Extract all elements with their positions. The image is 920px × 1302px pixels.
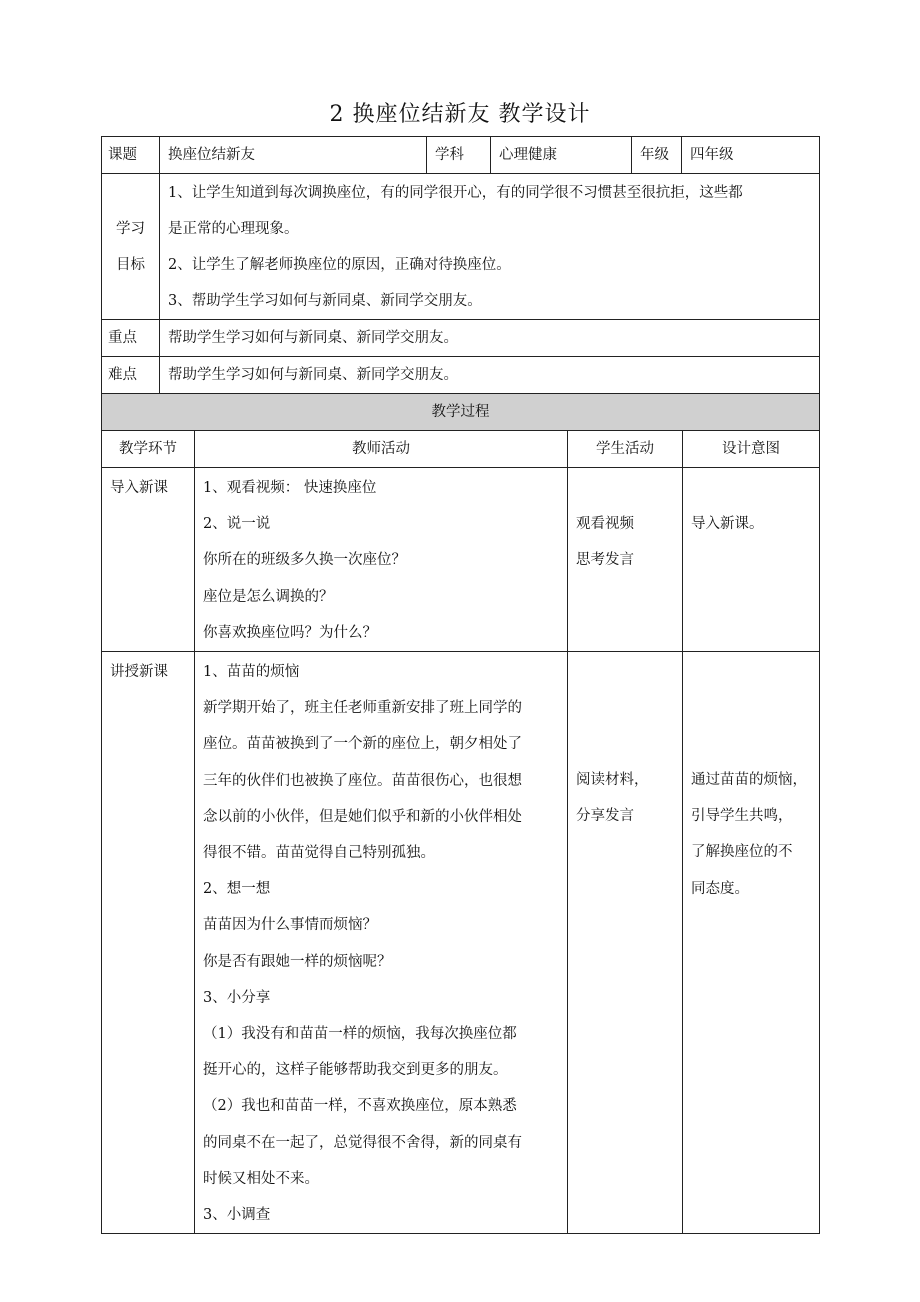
teacher-line: 得很不错。苗苗觉得自己特别孤独。: [203, 845, 435, 862]
goal-line: 1、让学生知道到每次调换座位，有的同学很开心，有的同学很不习惯甚至很抗拒，这些都: [168, 184, 743, 201]
subject-label: 学科: [427, 137, 491, 174]
stage-cell: [102, 468, 195, 652]
stage-label: 导入新课: [110, 480, 168, 496]
teacher-line: （1）我没有和苗苗一样的烦恼，我每次换座位都: [203, 1026, 517, 1043]
teacher-line: 新学期开始了，班主任老师重新安排了班上同学的: [203, 700, 522, 717]
teacher-line: 座位。苗苗被换到了一个新的座位上，朝夕相处了: [203, 736, 522, 753]
process-row-intro: [102, 468, 820, 652]
difficulty-row: [102, 357, 820, 394]
goal-line: 是正常的心理现象。: [168, 220, 299, 237]
teacher-line: 你喜欢换座位吗？为什么？: [203, 624, 377, 641]
teacher-line: 2、想一想: [203, 881, 271, 898]
stage-label: 讲授新课: [110, 664, 168, 681]
intent-line: 同态度。: [691, 880, 749, 897]
intent-cell: [683, 468, 820, 652]
teacher-activity-cell: [195, 652, 568, 1234]
lesson-info-table: [101, 136, 820, 394]
grade-value: 四年级: [682, 137, 820, 174]
intent-line: 导入新课。: [691, 516, 764, 532]
intent-line: 引导学生共鸣，: [691, 808, 793, 825]
intent-line: 了解换座位的不: [691, 844, 793, 861]
teacher-activity-cell: [195, 468, 568, 652]
student-line: 分享发言: [576, 808, 634, 825]
header-teacher: 教师活动: [195, 431, 568, 468]
header-intent: 设计意图: [683, 431, 820, 468]
grade-label: 年级: [632, 137, 682, 174]
intent-cell: [683, 652, 820, 1234]
process-banner: 教学过程: [102, 394, 820, 431]
key-point-row: [102, 320, 820, 357]
teacher-line: 三年的伙伴们也被换了座位。苗苗很伤心，也很想: [203, 772, 522, 789]
goals-content: [160, 174, 820, 320]
goals-label: [102, 174, 160, 320]
teacher-line: 你是否有跟她一样的烦恼呢？: [203, 953, 392, 970]
student-line: 观看视频: [576, 516, 634, 532]
intent-line: 通过苗苗的烦恼，: [691, 772, 807, 789]
key-point-label: 重点: [102, 320, 160, 357]
teacher-line: （2）我也和苗苗一样，不喜欢换座位，原本熟悉: [203, 1098, 517, 1115]
teacher-line: 1、苗苗的烦恼: [203, 664, 300, 681]
teacher-line: 3、小调查: [203, 1207, 271, 1224]
goals-row: [102, 174, 820, 320]
student-activity-cell: [568, 468, 683, 652]
process-row-new-lesson: [102, 652, 820, 1234]
process-banner-row: [102, 394, 820, 431]
difficulty-value: 帮助学生学习如何与新同桌、新同学交朋友。: [160, 357, 820, 394]
teacher-line: 你所在的班级多久换一次座位？: [203, 552, 406, 569]
teacher-line: 座位是怎么调换的？: [203, 588, 334, 605]
teacher-line: 的同桌不在一起了，总觉得很不舍得，新的同桌有: [203, 1134, 522, 1151]
document-title: 2 换座位结新友 教学设计: [329, 102, 591, 127]
student-activity-cell: [568, 652, 683, 1234]
subject-value: 心理健康: [491, 137, 632, 174]
teacher-line: 苗苗因为什么事情而烦恼？: [203, 917, 377, 934]
key-point-value: 帮助学生学习如何与新同桌、新同学交朋友。: [160, 320, 820, 357]
goals-label-line-2: 目标: [116, 256, 145, 273]
difficulty-label: 难点: [102, 357, 160, 394]
teacher-line: 1、观看视频： 快速换座位: [203, 480, 377, 496]
student-line: 阅读材料，: [576, 772, 649, 789]
goal-line: 3、帮助学生学习如何与新同桌、新同学交朋友。: [168, 292, 482, 309]
info-row: [102, 137, 820, 174]
course-label: 课题: [102, 137, 160, 174]
teaching-process-table: [101, 393, 820, 1234]
student-line: 思考发言: [576, 552, 634, 569]
process-header-row: [102, 431, 820, 468]
teacher-line: 念以前的小伙伴，但是她们似乎和新的小伙伴相处: [203, 808, 522, 825]
teacher-line: 挺开心的，这样子能够帮助我交到更多的朋友。: [203, 1062, 508, 1079]
goal-line: 2、让学生了解老师换座位的原因，正确对待换座位。: [168, 256, 511, 273]
header-stage: 教学环节: [102, 431, 195, 468]
goals-label-line-1: 学习: [116, 220, 145, 237]
stage-cell: [102, 652, 195, 1234]
teacher-line: 3、小分享: [203, 989, 271, 1006]
teacher-line: 时候又相处不来。: [203, 1170, 319, 1187]
teacher-line: 2、说一说: [203, 516, 271, 533]
course-value: 换座位结新友: [160, 137, 427, 174]
header-student: 学生活动: [568, 431, 683, 468]
